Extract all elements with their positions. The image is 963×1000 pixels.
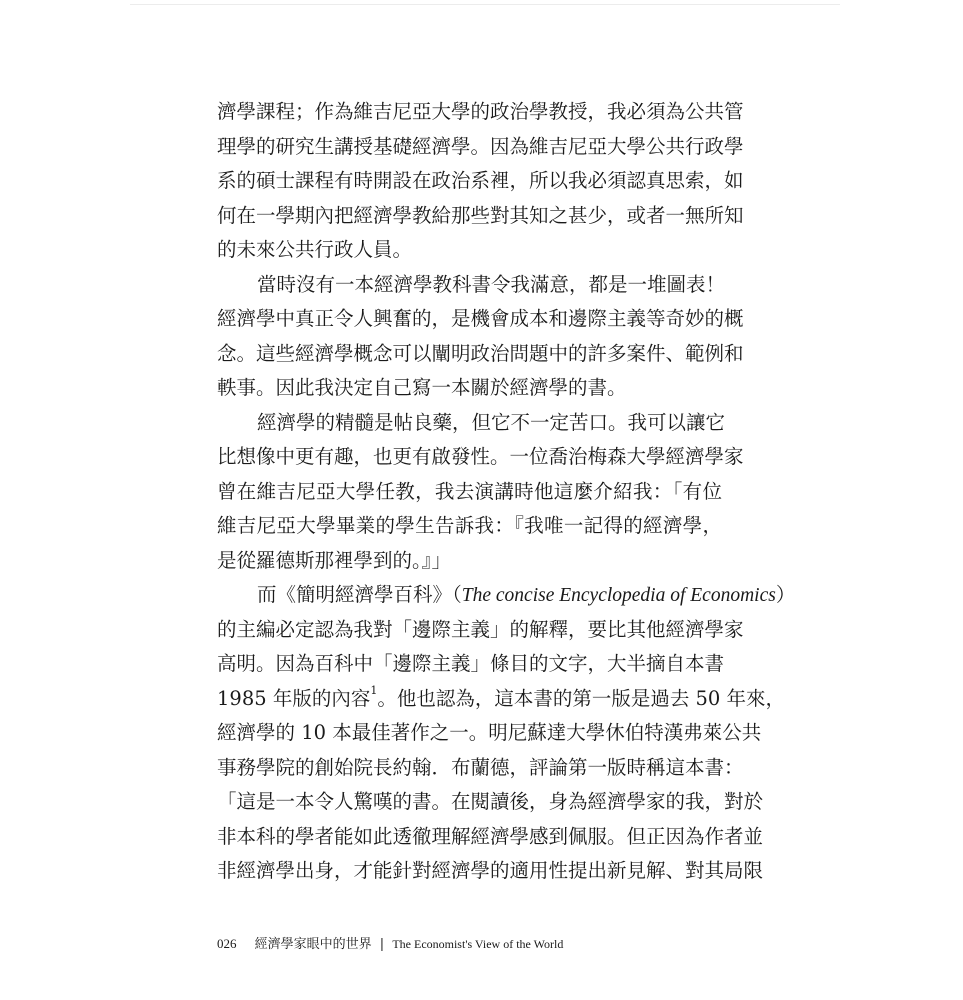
text-line: 濟學課程；作為維吉尼亞大學的政治學教授，我必須為公共管 (217, 100, 744, 123)
running-title-en: The Economist's View of the World (392, 937, 564, 951)
text-line: 念。這些經濟學概念可以闡明政治問題中的許多案件、範例和 (217, 341, 744, 365)
text-line: 的主編必定認為我對「邊際主義」的解釋，要比其他經濟學家 (217, 617, 744, 641)
text-line: 非本科的學者能如此透徹理解經濟學感到佩服。但正因為作者並 (217, 824, 764, 848)
page-number: 026 (217, 936, 237, 951)
text-segment: 。他也認為，這本書的第一版是過去 50 年來， (377, 686, 786, 710)
text-line: 是從羅德斯那裡學到的。』」 (217, 548, 452, 572)
page-footer (217, 933, 563, 952)
text-line: 經濟學的精髓是帖良藥，但它不一定苦口。我可以讓它 (257, 410, 726, 434)
text-line: 維吉尼亞大學畢業的學生告訴我：『我唯一記得的經濟學， (217, 514, 722, 537)
text-segment: ） (775, 583, 796, 606)
text-line: 高明。因為百科中「邊際主義」條目的文字，大半摘自本書 (217, 652, 725, 675)
text-line: 事務學院的創始院長約翰．布蘭德，評論第一版時稱這本書： (217, 755, 744, 779)
text-line: 曾在維吉尼亞大學任教，我去演講時他這麼介紹我：「有位 (217, 479, 722, 503)
text-line: 軼事。因此我決定自己寫一本關於經濟學的書。 (217, 376, 627, 399)
top-rule (130, 4, 840, 5)
text-line: 經濟學的 10 本最佳著作之一。明尼蘇達大學休伯特漢弗萊公共 (217, 721, 762, 744)
text-line: 理學的研究生講授基礎經濟學。因為維吉尼亞大學公共行政學 (217, 134, 744, 158)
text-segment: 而《簡明經濟學百科》（ (257, 583, 462, 606)
footnote-marker: 1 (370, 684, 378, 697)
text-line: 的未來公共行政人員。 (217, 238, 413, 261)
text-line: 何在一學期內把經濟學教給那些對其知之甚少，或者一無所知 (217, 203, 744, 227)
text-line: 比想像中更有趣，也更有啟發性。一位喬治梅森大學經濟學家 (217, 445, 744, 468)
text-segment: 1985 年版的內容 (217, 686, 371, 710)
text-line (217, 578, 796, 613)
book-title-english: The concise Encyclopedia of Economics (461, 585, 776, 606)
text-line: 經濟學中真正令人興奮的，是機會成本和邊際主義等奇妙的概 (217, 307, 744, 330)
body-text (217, 95, 796, 889)
footer-separator: | (379, 937, 385, 952)
text-line: 系的碩士課程有時開設在政治系裡，所以我必須認真思索，如 (217, 169, 744, 192)
running-title-zh: 經濟學家眼中的世界 (254, 937, 372, 952)
text-line: 非經濟學出身，才能針對經濟學的適用性提出新見解、對其局限 (217, 859, 764, 882)
text-line (217, 682, 786, 717)
text-line: 「這是一本令人驚嘆的書。在閱讀後，身為經濟學家的我，對於 (217, 790, 764, 813)
text-line: 當時沒有一本經濟學教科書令我滿意，都是一堆圖表！ (257, 272, 726, 296)
